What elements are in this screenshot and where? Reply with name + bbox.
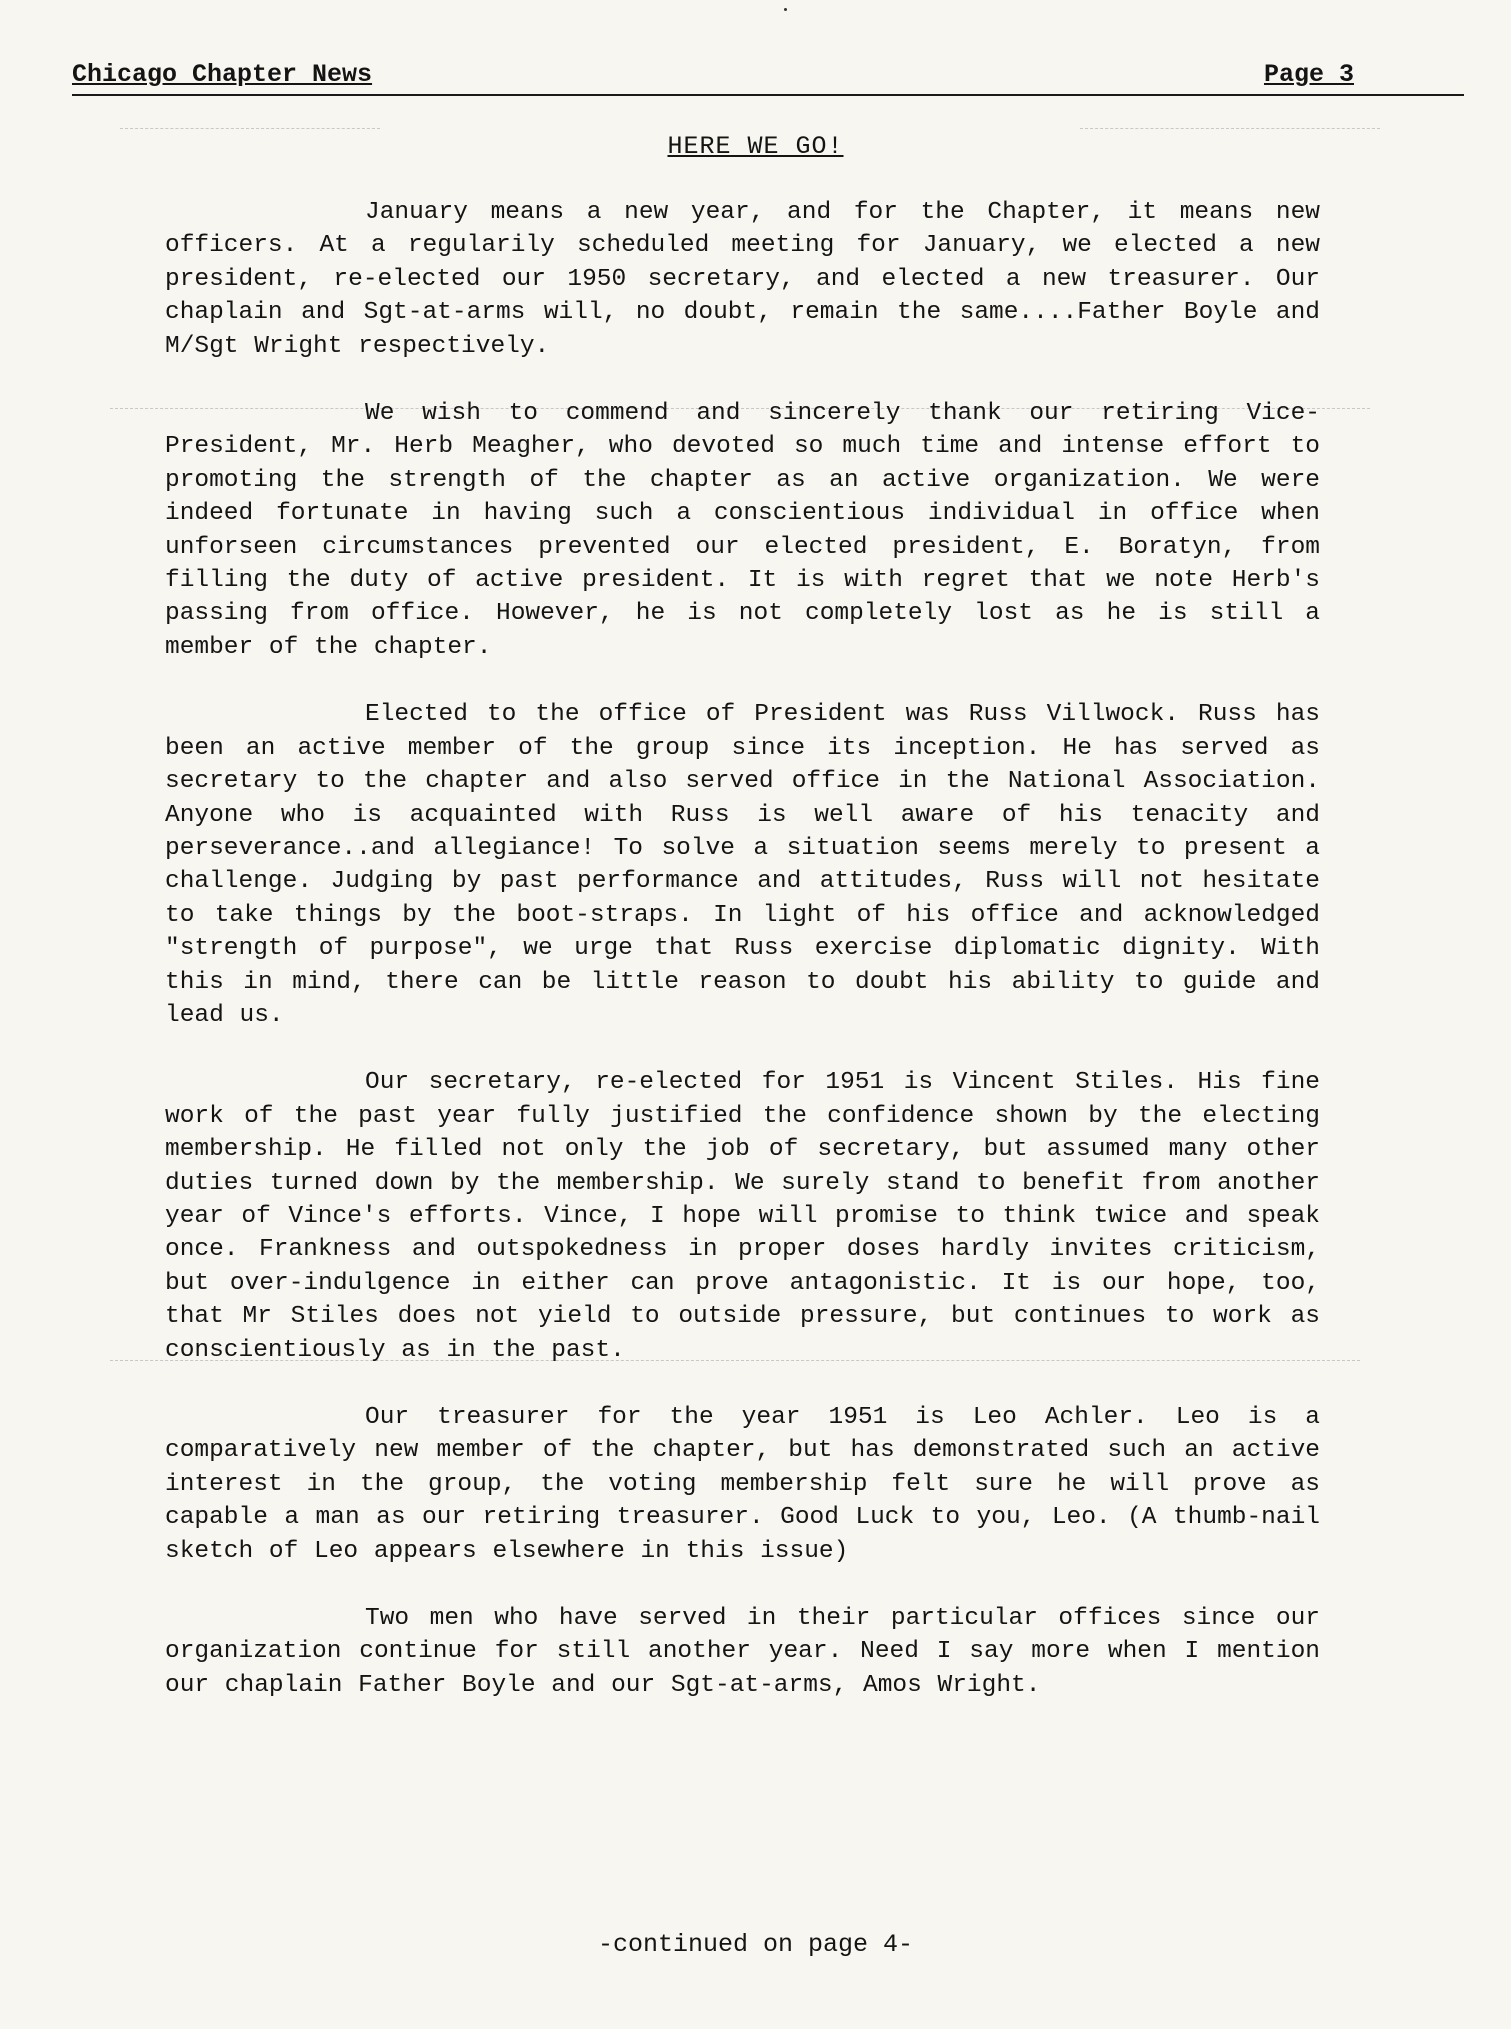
scan-artifact-line: [1080, 128, 1380, 129]
paragraph-secretary: Our secretary, re-elected for 1951 is Vincent Stiles. His fine work of the past year fully justified the confidence shown by the electing membership. He filled not only the job of secretary, but assumed many other duties turned down by the membership. We surely stand to benefit from another year of Vince's efforts. Vince, I hope will promise to think twice and speak once. Frankness and outspokedness in proper doses hardly invites criticism, but over-indulgence in either can prove antagonistic. It is our hope, too, that Mr Stiles does not yield to outside pressure, but continues to work as conscientiously as in the past.: [165, 1069, 1320, 1364]
page-header: [72, 60, 1464, 96]
paragraph-treasurer: Our treasurer for the year 1951 is Leo Achler. Leo is a comparatively new member of the chapter, but has demonstrated such an active interest in the group, the voting membership felt sure he will prove as capable a man as our retiring treasurer. Good Luck to you, Leo. (A thumb-nail sketch of Leo appears elsewhere in this issue): [165, 1404, 1320, 1565]
continued-note: -continued on page 4-: [597, 1930, 914, 1959]
scan-artifact-dot: [784, 8, 787, 11]
scan-artifact-line: [120, 128, 380, 129]
paragraph-new-officers: January means a new year, and for the Chapter, it means new officers. At a regularily scheduled meeting for January, we elected a new president, re-elected our 1950 secretary, and elected a new treasurer. Our chaplain and Sgt-at-arms will, no doubt, remain the same....Father Boyle and M/Sgt Wright respectively.: [165, 199, 1320, 360]
article-body: [165, 196, 1320, 1736]
page-number: Page 3: [1263, 60, 1354, 89]
article-title: HERE WE GO!: [667, 132, 844, 161]
newsletter-name: Chicago Chapter News: [72, 60, 373, 89]
paragraph-president: Elected to the office of President was Russ Villwock. Russ has been an active member of the group since its inception. He has served as secretary to the chapter and also served office in the National Association. Anyone who is acquainted with Russ is well aware of his tenacity and perseverance..and allegiance! To solve a situation seems merely to present a challenge. Judging by past performance and attitudes, Russ will not hesitate to take things by the boot-straps. In light of his office and acknowledged "strength of purpose", we urge that Russ exercise diplomatic dignity. With this in mind, there can be little reason to doubt his ability to guide and lead us.: [165, 701, 1320, 1029]
paragraph-vice-president: We wish to commend and sincerely thank our retiring Vice-President, Mr. Herb Meagher, who devoted so much time and intense effort to promoting the strength of the chapter as an active organization. We were indeed fortunate in having such a conscientious individual in office when unforseen circumstances prevented our elected president, E. Boratyn, from filling the duty of active president. It is with regret that we note Herb's passing from office. However, he is not completely lost as he is still a member of the chapter.: [165, 400, 1320, 661]
paragraph-chaplain-sgt: Two men who have served in their particular offices since our organization continue for still another year. Need I say more when I mention our chaplain Father Boyle and our Sgt-at-arms, Amos Wright.: [165, 1605, 1320, 1699]
